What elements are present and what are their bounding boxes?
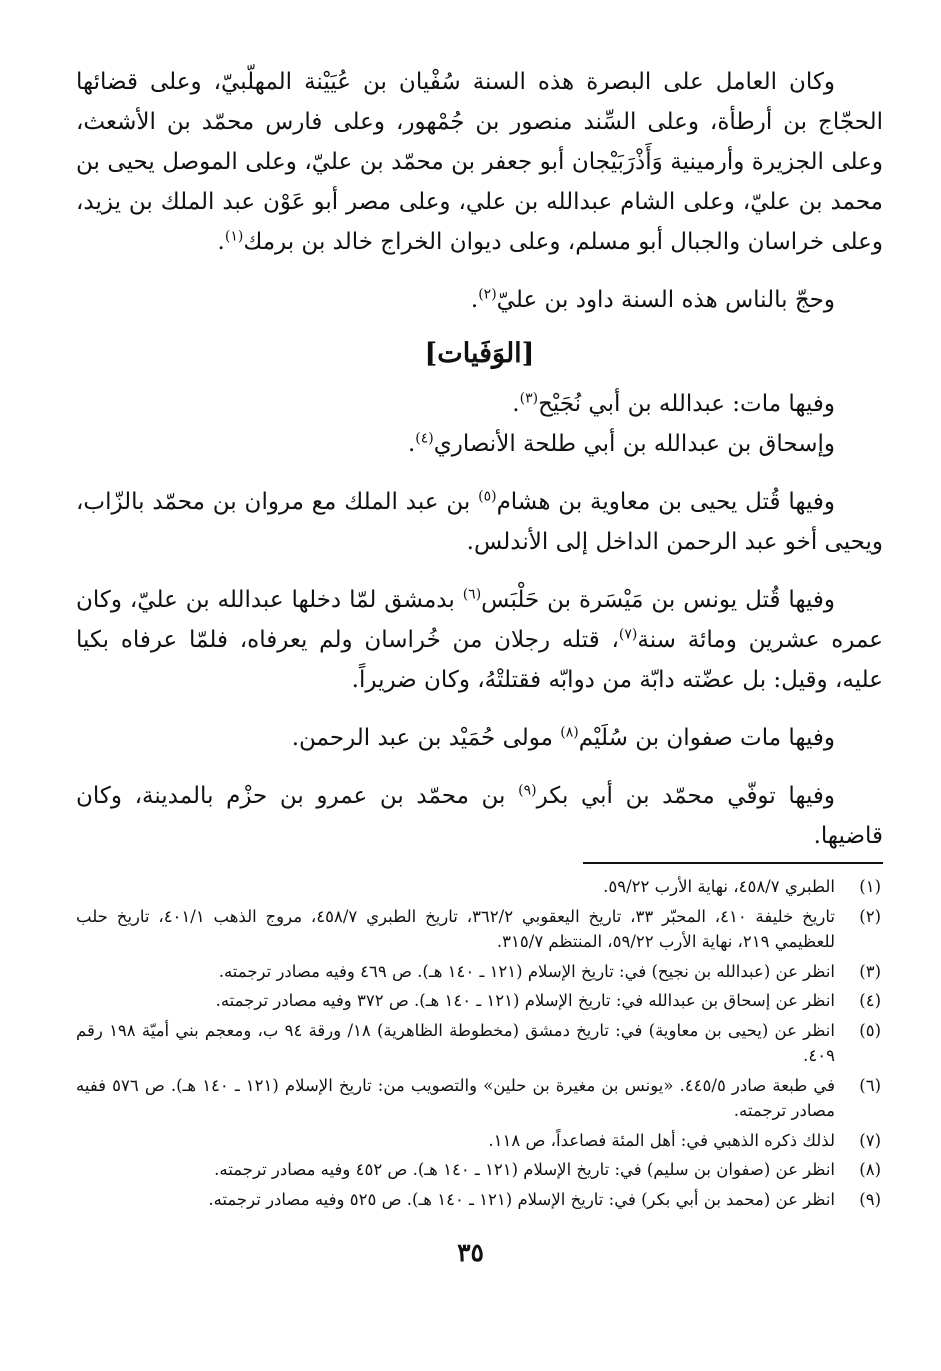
footnote-number: (٥) [859,1020,881,1040]
footnote-number: (٩) [859,1189,881,1209]
footnote-text: انظر عن (يحيى بن معاوية) في: تاريخ دمشق (مخطوطة الظاهرية) ١٨/ ورقة ٩٤ ب، ومعجم بني أميّة ١٩٨ رقم ٤٠٩. [76,1020,835,1065]
paragraph-end: . [407,431,416,457]
paragraph-pilgrimage [76,280,883,320]
paragraph-text: وفيها مات: عبدالله بن أبي نُجَيْح [538,391,835,417]
paragraph-text: وحجّ بالناس هذه السنة داود بن عليّ [496,287,835,313]
footnotes [76,874,883,1212]
footnote-ref: (٨) [560,724,579,741]
footnote-text: انظر عن (صفوان بن سليم) في: تاريخ الإسلام (١٢١ ـ ١٤٠ هـ). ص ٤٥٢ وفيه مصادر ترجمته. [214,1160,835,1179]
footnote-ref: (٦) [462,586,482,603]
footnote [76,1128,883,1154]
paragraph-end: . [470,287,479,313]
paragraph-text: وفيها قُتل يونس بن مَيْسَرة بن حَلْبَس [481,587,836,613]
footnote [76,1018,883,1069]
paragraph-text: وفيها قُتل يحيى بن معاوية بن هشام [496,489,835,515]
page-number: ٣٥ [457,1238,484,1267]
footnote-text: انظر عن إسحاق بن عبدالله في: تاريخ الإسلام (١٢١ ـ ١٤٠ هـ). ص ٣٧٢ وفيه مصادر ترجمته. [215,991,835,1010]
paragraph-text: بن عبد الملك مع مروان بن محمّد بالزّاب، ويحيى أخو عبد الرحمن الداخل إلى الأندلس. [76,489,883,555]
paragraph-text: بدمشق لمّا دخلها عبدالله بن عليّ، وكان عمره عشرين ومائة سنة [76,587,883,653]
footnote-text: انظر عن (محمد بن أبي بكر) في: تاريخ الإسلام (١٢١ ـ ١٤٠ هـ). ص ٥٢٥ وفيه مصادر ترجمته. [208,1189,835,1209]
paragraph-text: وفيها توفّي محمّد بن أبي بكر [536,783,835,809]
footnote [76,874,883,900]
footnote-ref: (٤) [415,430,434,447]
footnote-ref: (١) [224,228,244,245]
footnote [76,988,883,1014]
paragraph-death-2 [76,424,883,464]
footnote-number: (٢) [859,906,881,926]
paragraph-text: ، قتله رجلان من خُراسان ولم يعرفاه، فلمّا عرفاه بكيا عليه، وقيل: بل عضّته دابّة من دوابّه فقتلتْهُ، وكان ضريراً. [76,627,883,693]
footnote-ref: (٧) [618,626,638,643]
paragraph-text: بن محمّد بن عمرو بن حزْم بالمدينة، وكان قاضيها. [76,783,883,849]
footnote-ref: (٥) [478,488,497,505]
footnote-text: انظر عن (عبدالله بن نجيح) في: تاريخ الإسلام (١٢١ ـ ١٤٠ هـ). ص ٤٦٩ وفيه مصادر ترجمته. [218,961,835,981]
paragraph-officials [76,62,883,262]
paragraph-end: . [512,391,520,417]
paragraph-safwan [76,718,883,758]
footnote [76,1073,883,1124]
footnote-number: (٧) [859,1130,881,1150]
section-heading: [الوَفَيات] [424,338,535,369]
footnote [76,1187,883,1213]
footnote-divider [583,862,883,864]
paragraph-end: . [217,229,225,255]
paragraph-text: وإسحاق بن عبدالله بن أبي طلحة الأنصاري [433,431,835,457]
footnote [76,904,883,955]
footnote-text: في طبعة صادر ٤٤٥/٥. «يونس بن مغيرة بن حلين» والتصويب من: تاريخ الإسلام (١٢١ ـ ١٤٠ هـ). ص ٥٧٦ ففيه مصادر ترجمته. [76,1075,835,1120]
footnote-text: الطبري ٤٥٨/٧، نهاية الأرب ٥٩/٢٢. [603,877,835,896]
paragraph-text: وكان العامل على البصرة هذه السنة سُفْيان بن عُيَيْنة المهلّبيّ، وعلى قضائها الحجّاج بن أرطأة، وعلى السِّند منصور بن جُمْهور، وعلى فارس محمّد بن الأشعث، وعلى الجزيرة وأرمينية وَأَذْرَبَيْجان أبو جعفر بن محمّد بن عليّ، وعلى الموصل يحيى بن محمد بن عليّ، وعلى الشام عبدالله بن علي، وعلى مصر أبو عَوْن عبد الملك بن يزيد، وعلى خراسان والجبال أبو مسلم، وعلى ديوان الخراج خالد بن برمك [76,69,883,255]
footnote-number: (٣) [859,961,881,981]
paragraph-text: مولى حُمَيْد بن عبد الرحمن. [291,725,561,751]
footnote-ref: (٣) [519,390,539,407]
footnote [76,1157,883,1183]
paragraph-muhammad [76,776,883,856]
footnote [76,959,883,985]
paragraph-death-1 [76,384,883,424]
footnote-ref: (٢) [478,286,497,303]
footnote-text: لذلك ذكره الذهبي في: أهل المئة فصاعداً، ص ١١٨. [488,1130,835,1150]
footnote-number: (٨) [859,1160,881,1179]
footnote-number: (٤) [859,991,881,1010]
footnote-text: تاريخ خليفة ٤١٠، المحبّر ٣٣، تاريخ اليعقوبي ٣٦٢/٢، تاريخ الطبري ٤٥٨/٧، مروج الذهب ٤٠١/١، تاريخ حلب للعظيمي ٢١٩، نهاية الأرب ٥٩/٢٢، المنتظم ٣١٥/٧. [76,906,836,951]
footnote-number: (١) [859,877,881,896]
paragraph-yahya [76,482,883,562]
footnote-ref: (٩) [518,782,537,799]
paragraph-yunus [76,580,883,700]
footnote-number: (٦) [859,1075,881,1095]
paragraph-text: وفيها مات صفوان بن سُلَيْم [578,725,835,751]
